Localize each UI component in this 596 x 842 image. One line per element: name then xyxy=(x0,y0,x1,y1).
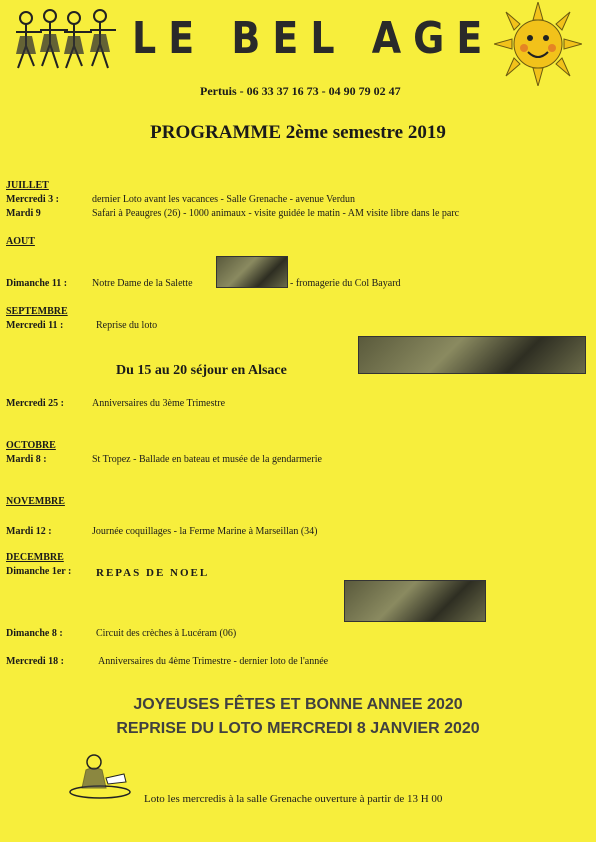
creches-photo xyxy=(344,580,486,622)
event-text: Notre Dame de la Salette xyxy=(92,278,193,289)
event-text: Journée coquillages - la Ferme Marine à Marseillan (34) xyxy=(92,526,318,537)
alsace-photo xyxy=(358,336,586,374)
event-day: Mardi 8 : xyxy=(6,454,47,465)
event-text: Reprise du loto xyxy=(96,320,158,331)
event-day: Dimanche 8 : xyxy=(6,628,63,639)
dancers-illustration xyxy=(12,6,122,78)
month-aout: AOUT xyxy=(6,236,35,247)
event-day: Mercredi 11 : xyxy=(6,320,64,331)
alsace-trip: Du 15 au 20 séjour en Alsace xyxy=(116,363,287,378)
event-text: Circuit des crèches à Lucéram (06) xyxy=(96,628,237,639)
loto-schedule: Loto les mercredis à la salle Grenache ouverture à partir de 13 H 00 xyxy=(144,793,443,805)
event-text: St Tropez - Ballade en bateau et musée de la gendarmerie xyxy=(92,454,322,465)
month-septembre: SEPTEMBRE xyxy=(6,306,68,317)
loto-player-illustration xyxy=(64,752,136,800)
event-text: dernier Loto avant les vacances - Salle Grenache - avenue Verdun xyxy=(92,194,356,205)
event-text: - fromagerie du Col Bayard xyxy=(290,278,401,289)
event-day: Mercredi 18 : xyxy=(6,656,64,667)
month-juillet: JUILLET xyxy=(6,180,49,191)
month-octobre: OCTOBRE xyxy=(6,440,56,451)
event-day: Dimanche 1er : xyxy=(6,566,72,577)
event-day: Mardi 9 xyxy=(6,208,41,219)
month-decembre: DECEMBRE xyxy=(6,552,64,563)
event-day: Mercredi 25 : xyxy=(6,398,64,409)
program-title: PROGRAMME 2ème semestre 2019 xyxy=(150,122,446,143)
event-text: Safari à Peaugres (26) - 1000 animaux - visite guidée le matin - AM visite libre dans le parc xyxy=(92,208,460,219)
salette-photo xyxy=(216,256,288,288)
event-text: Anniversaires du 3ème Trimestre xyxy=(92,398,226,409)
christmas-meal: REPAS DE NOEL xyxy=(96,567,210,579)
club-title: LE BEL AGE xyxy=(132,12,495,64)
month-novembre: NOVEMBRE xyxy=(6,496,65,507)
loto-resume-line: REPRISE DU LOTO MERCREDI 8 JANVIER 2020 xyxy=(116,720,480,737)
sun-icon xyxy=(494,2,582,86)
event-day: Mercredi 3 : xyxy=(6,194,59,205)
contact-phones: Pertuis - 06 33 37 16 73 - 04 90 79 02 47 xyxy=(200,84,401,98)
event-day: Mardi 12 : xyxy=(6,526,52,537)
event-text: Anniversaires du 4ème Trimestre - dernier loto de l'année xyxy=(98,656,329,667)
event-day: Dimanche 11 : xyxy=(6,278,68,289)
greetings-line: JOYEUSES FÊTES ET BONNE ANNEE 2020 xyxy=(133,696,463,713)
